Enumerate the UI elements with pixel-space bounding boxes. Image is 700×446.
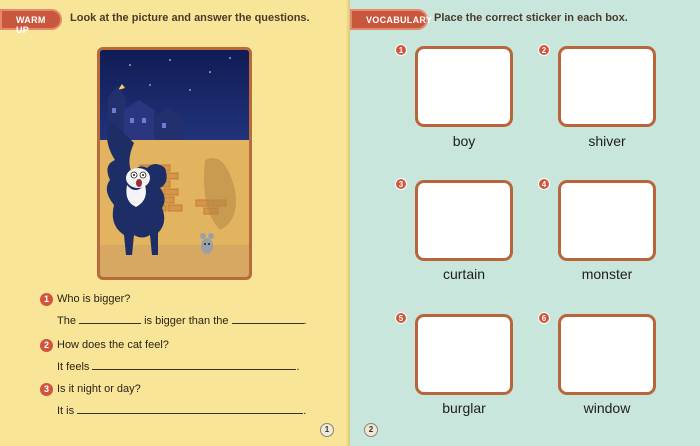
question-1-text: Who is bigger? xyxy=(57,293,131,305)
item-number: 5 xyxy=(395,312,407,324)
word-label: shiver xyxy=(588,133,626,149)
page-number-right: 2 xyxy=(364,423,378,437)
answer-line-2 xyxy=(57,360,300,373)
sticker-box-monster[interactable] xyxy=(558,180,656,261)
word-label: curtain xyxy=(442,266,486,282)
item-number: 3 xyxy=(395,178,407,190)
answer-line-1 xyxy=(57,314,307,327)
item-number: 6 xyxy=(538,312,550,324)
question-number: 3 xyxy=(40,383,53,396)
sticker-box-curtain[interactable] xyxy=(415,180,513,261)
vocabulary-instruction: Place the correct sticker in each box. xyxy=(434,12,628,24)
warm-up-tab: WARM UP xyxy=(0,9,62,30)
answer-1-blank-a[interactable] xyxy=(79,314,141,324)
answer-line-3 xyxy=(57,404,306,417)
word-label: window xyxy=(583,400,631,416)
question-number: 1 xyxy=(40,293,53,306)
sticker-box-window[interactable] xyxy=(558,314,656,395)
item-number: 1 xyxy=(395,44,407,56)
answer-3-prefix: It is xyxy=(57,405,75,417)
page-number-left: 1 xyxy=(320,423,334,437)
illustration xyxy=(97,47,252,280)
answer-2-period: . xyxy=(296,361,300,373)
answer-2-prefix: It feels xyxy=(57,361,90,373)
item-number: 2 xyxy=(538,44,550,56)
sticker-box-boy[interactable] xyxy=(415,46,513,127)
word-label: burglar xyxy=(442,400,486,416)
word-label: boy xyxy=(452,133,476,149)
answer-1-period: . xyxy=(303,315,307,327)
right-page xyxy=(350,0,700,446)
answer-1-middle: is bigger than the xyxy=(144,315,229,327)
item-number: 4 xyxy=(538,178,550,190)
vocabulary-tab: VOCABULARY xyxy=(350,9,428,30)
answer-1-prefix: The xyxy=(57,315,76,327)
answer-3-period: . xyxy=(303,405,307,417)
answer-1-blank-b[interactable] xyxy=(232,314,304,324)
answer-2-blank[interactable] xyxy=(92,360,296,370)
scared-cat-illustration xyxy=(100,50,249,277)
answer-3-blank[interactable] xyxy=(77,404,303,414)
sticker-box-shiver[interactable] xyxy=(558,46,656,127)
question-3-text: Is it night or day? xyxy=(57,383,141,395)
word-label: monster xyxy=(581,266,633,282)
question-2-text: How does the cat feel? xyxy=(57,339,169,351)
warm-up-instruction: Look at the picture and answer the questions. xyxy=(70,12,310,24)
question-number: 2 xyxy=(40,339,53,352)
sticker-box-burglar[interactable] xyxy=(415,314,513,395)
